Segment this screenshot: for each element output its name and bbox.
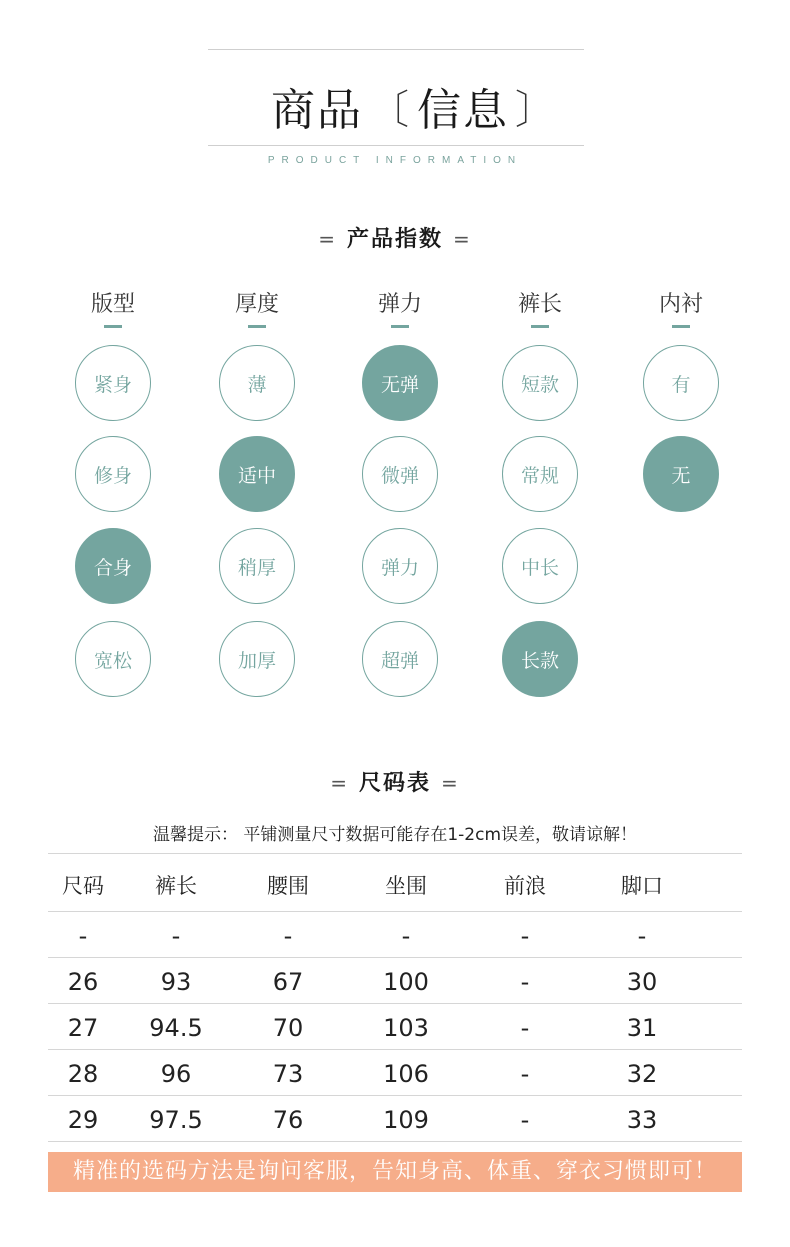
table-header-row — [48, 853, 742, 911]
table-header-cell: 前浪 — [504, 874, 546, 898]
index-option: 有 — [643, 345, 719, 421]
table-cell: 29 — [67, 1106, 99, 1134]
index-option-selected: 无弹 — [362, 345, 438, 421]
index-column-heading: 版型 — [90, 292, 135, 317]
index-column — [490, 290, 590, 328]
index-column — [207, 290, 307, 328]
index-column-heading: 厚度 — [234, 292, 279, 317]
table-cell: 93 — [160, 968, 192, 996]
heading-underline — [672, 325, 690, 328]
index-option: 超弹 — [362, 621, 438, 697]
table-row — [48, 1049, 742, 1095]
table-header-cell: 脚口 — [621, 874, 663, 898]
index-option: 修身 — [75, 436, 151, 512]
index-option: 常规 — [502, 436, 578, 512]
table-cell: - — [520, 1106, 530, 1134]
heading-underline — [391, 325, 409, 328]
index-option: 薄 — [219, 345, 295, 421]
table-cell: - — [401, 922, 411, 950]
table-cell: - — [171, 922, 181, 950]
index-column — [63, 290, 163, 328]
advice-banner: 精准的选码方法是询问客服，告知身高、体重、穿衣习惯即可！ — [48, 1152, 742, 1192]
index-option: 弹力 — [362, 528, 438, 604]
eq-right: = — [441, 771, 460, 795]
table-row — [48, 911, 742, 957]
page-title-block — [205, 62, 585, 142]
table-cell: 33 — [626, 1106, 658, 1134]
table-cell: - — [520, 968, 530, 996]
index-option: 短款 — [502, 345, 578, 421]
table-cell: - — [637, 922, 647, 950]
index-option-selected: 长款 — [502, 621, 578, 697]
bracket-open: 〔 — [369, 87, 411, 133]
eq-left: = — [318, 227, 337, 251]
index-option: 稍厚 — [219, 528, 295, 604]
bracket-close: 〕 — [515, 87, 557, 133]
title-bottom-rule — [208, 145, 584, 146]
index-column-heading: 裤长 — [517, 292, 562, 317]
index-column-heading: 内衬 — [658, 292, 703, 317]
page-subtitle: PRODUCT INFORMATION — [267, 155, 523, 166]
table-cell: 109 — [383, 1106, 429, 1134]
table-header-cell: 腰围 — [267, 874, 309, 898]
heading-underline — [104, 325, 122, 328]
table-header-cell: 坐围 — [385, 874, 427, 898]
title-top-rule — [208, 49, 584, 50]
index-column — [350, 290, 450, 328]
table-cell: 76 — [272, 1106, 304, 1134]
table-cell: 28 — [67, 1060, 99, 1088]
table-cell: 26 — [67, 968, 99, 996]
index-option-selected: 无 — [643, 436, 719, 512]
table-cell: 31 — [626, 1014, 658, 1042]
index-option-selected: 合身 — [75, 528, 151, 604]
table-cell: - — [78, 922, 88, 950]
size-section-title — [0, 766, 790, 797]
index-option: 微弹 — [362, 436, 438, 512]
table-cell: 67 — [272, 968, 304, 996]
table-cell: - — [520, 1014, 530, 1042]
table-cell: 97.5 — [149, 1106, 203, 1134]
table-cell: 106 — [383, 1060, 429, 1088]
table-cell: 30 — [626, 968, 658, 996]
page-title — [271, 74, 563, 138]
index-option-selected: 适中 — [219, 436, 295, 512]
table-cell: - — [283, 922, 293, 950]
size-table — [48, 853, 742, 1142]
title-left: 商品 — [271, 85, 363, 136]
table-cell: 103 — [383, 1014, 429, 1042]
size-title-text: 尺码表 — [358, 771, 431, 796]
index-option: 紧身 — [75, 345, 151, 421]
table-cell: - — [520, 1060, 530, 1088]
heading-underline — [531, 325, 549, 328]
table-header-cell: 尺码 — [62, 874, 104, 898]
table-row — [48, 957, 742, 1003]
measurement-tip: 温馨提示： 平铺测量尺寸数据可能存在1-2cm误差，敬请谅解！ — [152, 825, 638, 845]
table-cell: 96 — [160, 1060, 192, 1088]
index-section-title — [0, 222, 790, 253]
table-row — [48, 1003, 742, 1049]
index-option: 加厚 — [219, 621, 295, 697]
table-row — [48, 1095, 742, 1142]
eq-left: = — [330, 771, 349, 795]
heading-underline — [248, 325, 266, 328]
table-cell: 94.5 — [149, 1014, 203, 1042]
table-cell: 32 — [626, 1060, 658, 1088]
table-cell: - — [520, 922, 530, 950]
index-column — [631, 290, 731, 328]
table-cell: 73 — [272, 1060, 304, 1088]
table-header-cell: 裤长 — [155, 874, 197, 898]
index-option: 中长 — [502, 528, 578, 604]
eq-right: = — [453, 227, 472, 251]
table-cell: 27 — [67, 1014, 99, 1042]
index-column-heading: 弹力 — [377, 292, 422, 317]
index-title-text: 产品指数 — [346, 227, 443, 252]
table-cell: 100 — [383, 968, 429, 996]
title-right: 信息 — [417, 85, 509, 136]
table-cell: 70 — [272, 1014, 304, 1042]
index-option: 宽松 — [75, 621, 151, 697]
